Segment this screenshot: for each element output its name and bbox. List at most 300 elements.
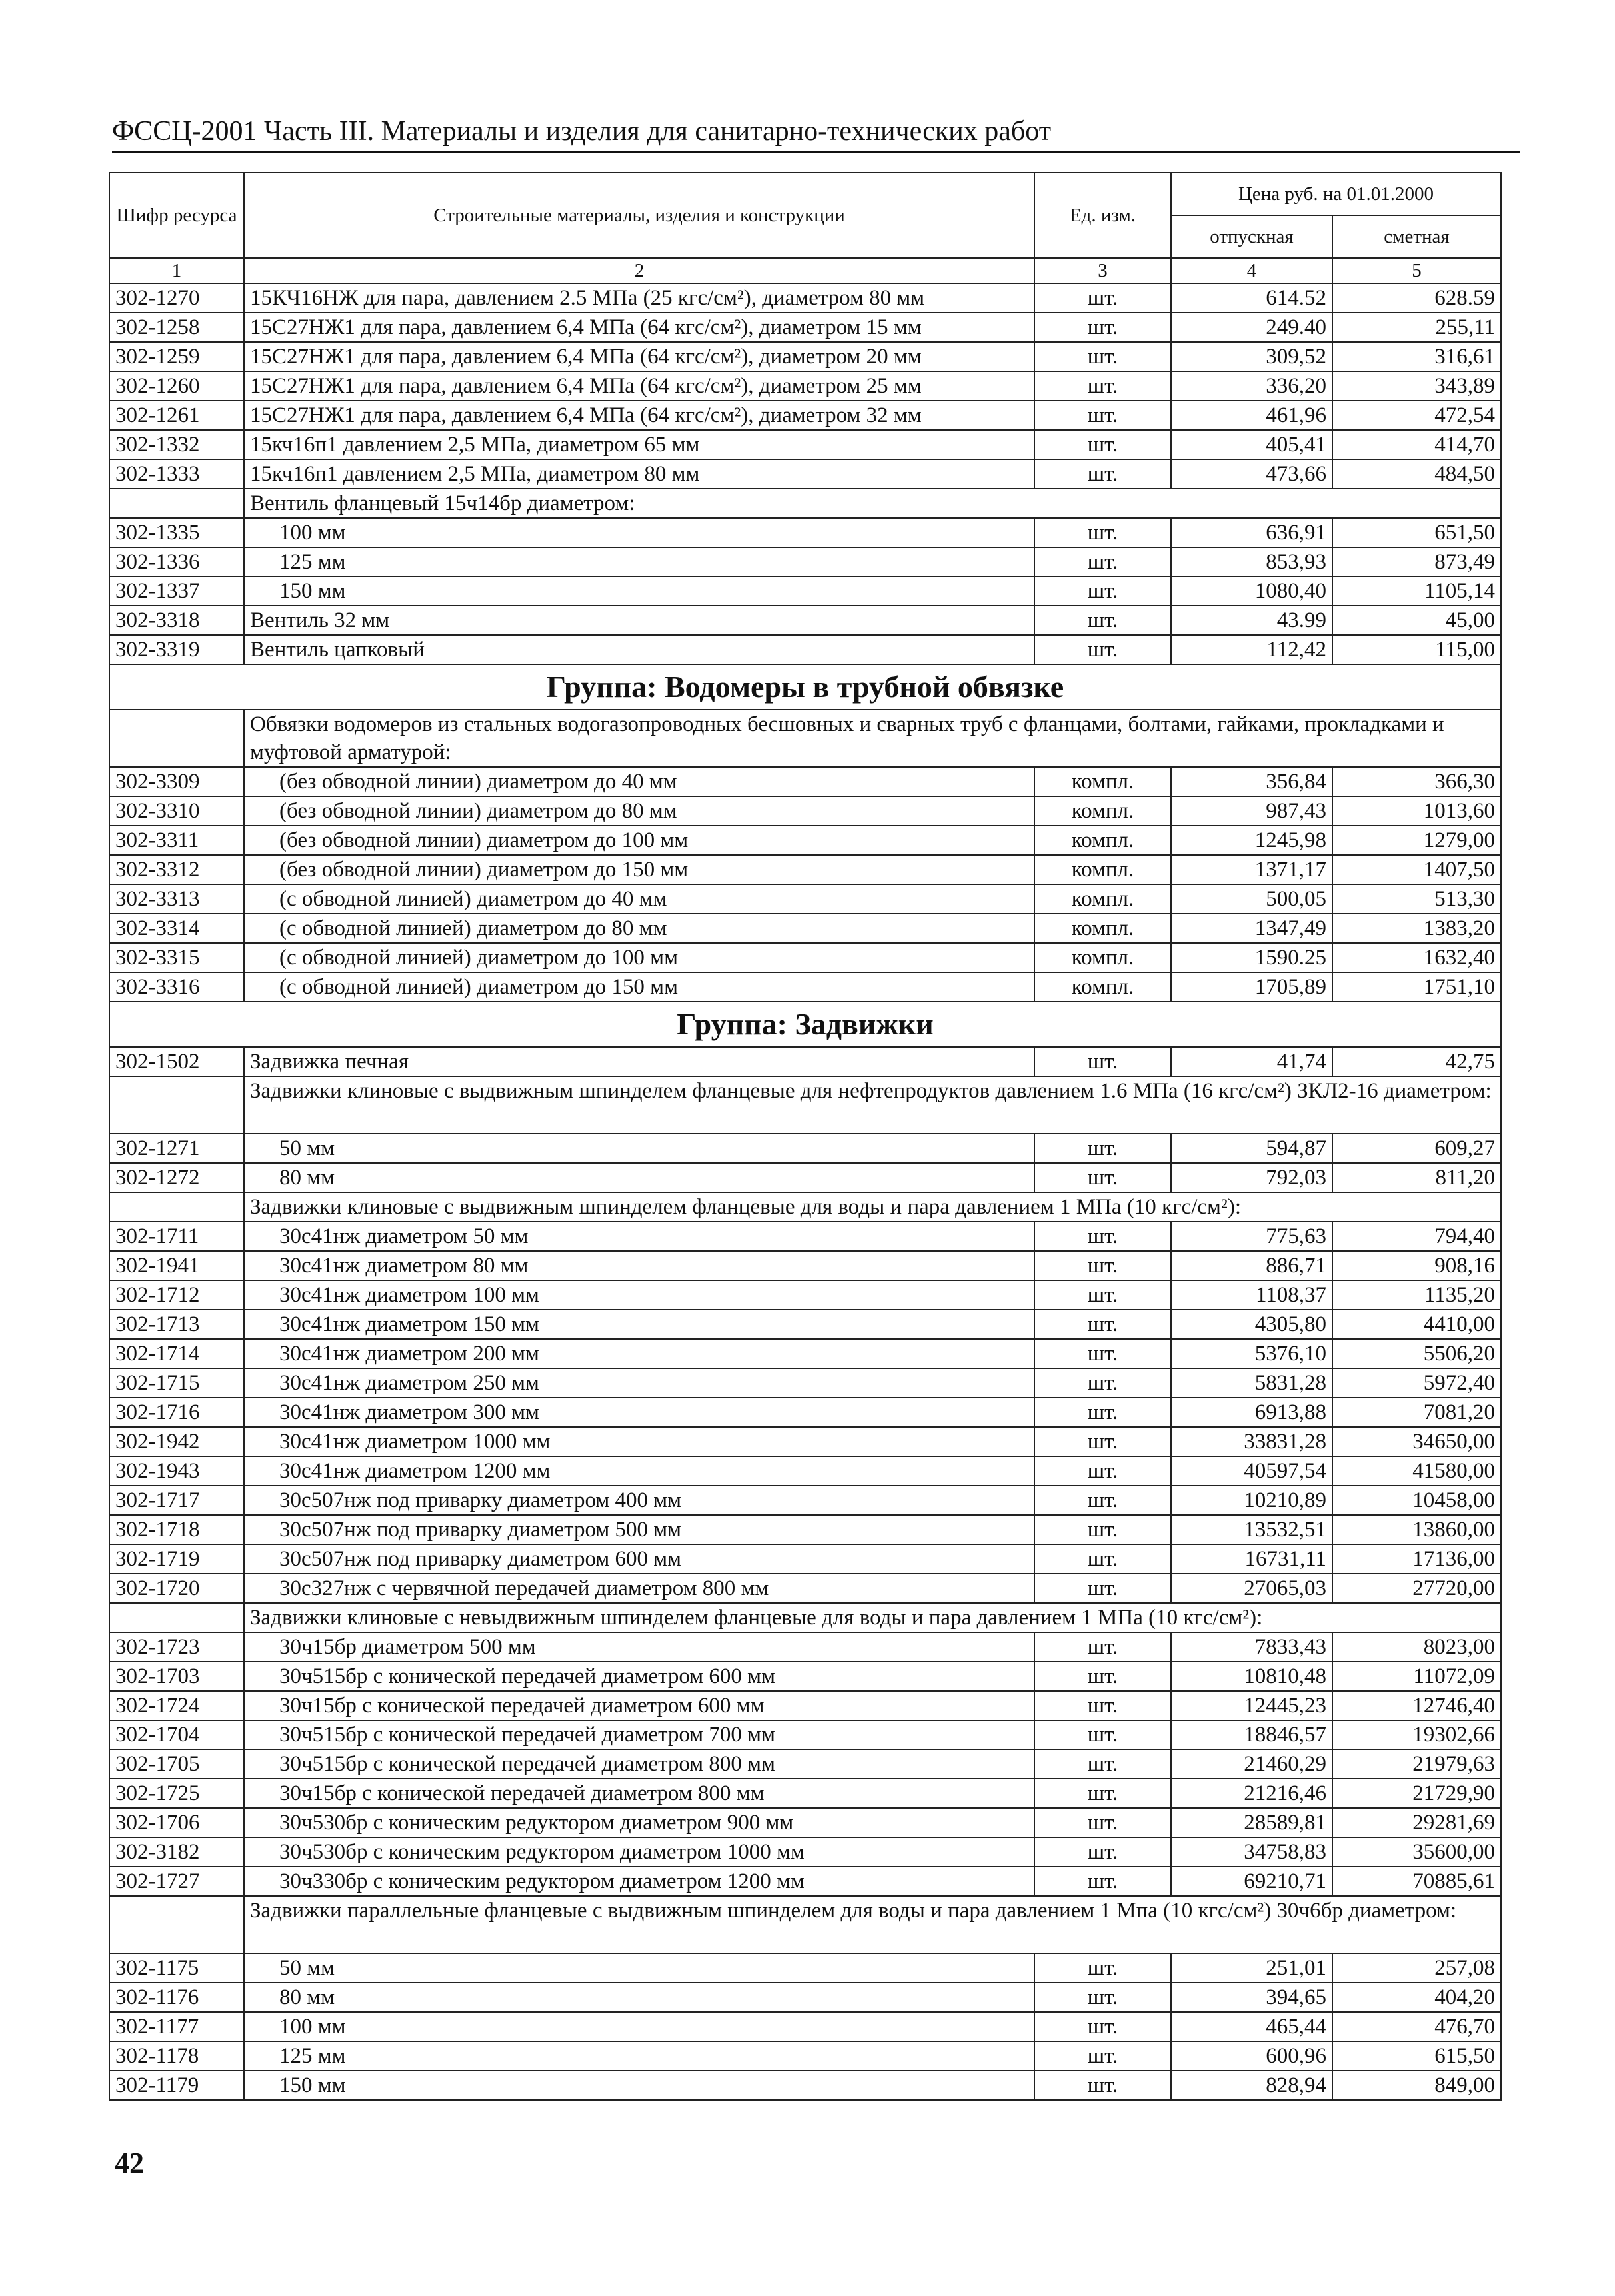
resource-code: 302-1332 xyxy=(109,430,244,459)
item-name: 125 мм xyxy=(244,2041,1034,2071)
subheading-row xyxy=(109,489,1501,518)
item-unit: шт. xyxy=(1034,1310,1171,1339)
estimate-price: 873,49 xyxy=(1332,547,1501,576)
subheading: Задвижки клиновые с выдвижным шпинделем фланцевые для воды и пара давлением 1 МПа (10 кгс/см²): xyxy=(244,1192,1501,1222)
item-name: Вентиль цапковый xyxy=(244,635,1034,664)
item-name: 15С27НЖ1 для пара, давлением 6,4 МПа (64 кгс/см²), диаметром 32 мм xyxy=(244,401,1034,430)
table-row xyxy=(109,1163,1501,1192)
column-number: 3 xyxy=(1034,258,1171,283)
estimate-price: 41580,00 xyxy=(1332,1456,1501,1486)
estimate-price: 849,00 xyxy=(1332,2071,1501,2100)
item-name: 30ч515бр с конической передачей диаметром 600 мм xyxy=(244,1662,1034,1691)
subheading-row xyxy=(109,1896,1501,1953)
header-estimate-price: сметная xyxy=(1332,215,1501,258)
release-price: 1590.25 xyxy=(1171,943,1332,972)
empty-code-cell xyxy=(109,1192,244,1222)
item-unit: шт. xyxy=(1034,1779,1171,1808)
release-price: 309,52 xyxy=(1171,342,1332,371)
estimate-price: 70885,61 xyxy=(1332,1867,1501,1896)
table-row xyxy=(109,1310,1501,1339)
table-row xyxy=(109,1456,1501,1486)
table-row xyxy=(109,1222,1501,1251)
resource-code: 302-1717 xyxy=(109,1486,244,1515)
estimate-price: 794,40 xyxy=(1332,1222,1501,1251)
table-row xyxy=(109,1339,1501,1368)
release-price: 336,20 xyxy=(1171,371,1332,401)
release-price: 13532,51 xyxy=(1171,1515,1332,1544)
table-row xyxy=(109,1867,1501,1896)
item-unit: шт. xyxy=(1034,1222,1171,1251)
table-row xyxy=(109,2041,1501,2071)
resource-code: 302-1333 xyxy=(109,459,244,489)
group-heading: Группа: Водомеры в трубной обвязке xyxy=(109,664,1501,710)
table-row xyxy=(109,401,1501,430)
estimate-price: 21979,63 xyxy=(1332,1749,1501,1779)
item-unit: шт. xyxy=(1034,1280,1171,1310)
subheading-row xyxy=(109,1076,1501,1134)
item-name: 30ч530бр с коническим редуктором диаметром 900 мм xyxy=(244,1808,1034,1837)
release-price: 594,87 xyxy=(1171,1134,1332,1163)
resource-code: 302-1272 xyxy=(109,1163,244,1192)
item-unit: шт. xyxy=(1034,1632,1171,1662)
release-price: 1705,89 xyxy=(1171,972,1332,1002)
item-unit: шт. xyxy=(1034,1163,1171,1192)
resource-code: 302-3318 xyxy=(109,606,244,635)
estimate-price: 4410,00 xyxy=(1332,1310,1501,1339)
table-row xyxy=(109,518,1501,547)
resource-code: 302-1178 xyxy=(109,2041,244,2071)
item-name: 30с41нж диаметром 150 мм xyxy=(244,1310,1034,1339)
resource-code: 302-1716 xyxy=(109,1398,244,1427)
estimate-price: 476,70 xyxy=(1332,2012,1501,2041)
resource-code: 302-1943 xyxy=(109,1456,244,1486)
estimate-price: 19302,66 xyxy=(1332,1720,1501,1749)
release-price: 69210,71 xyxy=(1171,1867,1332,1896)
table-row xyxy=(109,2071,1501,2100)
item-unit: компл. xyxy=(1034,884,1171,914)
estimate-price: 343,89 xyxy=(1332,371,1501,401)
item-unit: шт. xyxy=(1034,1720,1171,1749)
price-table xyxy=(109,172,1502,2101)
table-row xyxy=(109,1515,1501,1544)
estimate-price: 17136,00 xyxy=(1332,1544,1501,1574)
column-number: 1 xyxy=(109,258,244,283)
table-row xyxy=(109,1544,1501,1574)
release-price: 356,84 xyxy=(1171,767,1332,796)
item-unit: шт. xyxy=(1034,342,1171,371)
table-row xyxy=(109,1251,1501,1280)
item-name: 30с41нж диаметром 200 мм xyxy=(244,1339,1034,1368)
resource-code: 302-3309 xyxy=(109,767,244,796)
item-unit: шт. xyxy=(1034,1427,1171,1456)
table-row xyxy=(109,283,1501,313)
release-price: 853,93 xyxy=(1171,547,1332,576)
estimate-price: 1751,10 xyxy=(1332,972,1501,1002)
resource-code: 302-1336 xyxy=(109,547,244,576)
table-body xyxy=(109,283,1501,2100)
item-name: 15КЧ16НЖ для пара, давлением 2.5 МПа (25 кгс/см²), диаметром 80 мм xyxy=(244,283,1034,313)
item-unit: шт. xyxy=(1034,2041,1171,2071)
empty-code-cell xyxy=(109,710,244,767)
estimate-price: 10458,00 xyxy=(1332,1486,1501,1515)
resource-code: 302-1259 xyxy=(109,342,244,371)
table-row xyxy=(109,1779,1501,1808)
resource-code: 302-1337 xyxy=(109,576,244,606)
release-price: 1080,40 xyxy=(1171,576,1332,606)
resource-code: 302-1175 xyxy=(109,1953,244,1983)
resource-code: 302-1705 xyxy=(109,1749,244,1779)
column-number: 4 xyxy=(1171,258,1332,283)
item-name: 30ч330бр с коническим редуктором диаметром 1200 мм xyxy=(244,1867,1034,1896)
item-unit: компл. xyxy=(1034,826,1171,855)
item-unit: компл. xyxy=(1034,914,1171,943)
release-price: 249.40 xyxy=(1171,313,1332,342)
resource-code: 302-1261 xyxy=(109,401,244,430)
estimate-price: 5506,20 xyxy=(1332,1339,1501,1368)
resource-code: 302-3315 xyxy=(109,943,244,972)
item-name: 30ч515бр с конической передачей диаметром 800 мм xyxy=(244,1749,1034,1779)
item-unit: компл. xyxy=(1034,855,1171,884)
release-price: 21216,46 xyxy=(1171,1779,1332,1808)
estimate-price: 1407,50 xyxy=(1332,855,1501,884)
page-header: ФССЦ-2001 Часть III. Материалы и изделия для санитарно-технических работ xyxy=(112,113,1520,153)
empty-code-cell xyxy=(109,1896,244,1953)
item-unit: шт. xyxy=(1034,1486,1171,1515)
release-price: 16731,11 xyxy=(1171,1544,1332,1574)
item-unit: шт. xyxy=(1034,1398,1171,1427)
resource-code: 302-1177 xyxy=(109,2012,244,2041)
item-unit: шт. xyxy=(1034,606,1171,635)
resource-code: 302-1713 xyxy=(109,1310,244,1339)
item-unit: шт. xyxy=(1034,1134,1171,1163)
release-price: 34758,83 xyxy=(1171,1837,1332,1867)
estimate-price: 1135,20 xyxy=(1332,1280,1501,1310)
release-price: 10810,48 xyxy=(1171,1662,1332,1691)
item-name: 80 мм xyxy=(244,1983,1034,2012)
release-price: 7833,43 xyxy=(1171,1632,1332,1662)
release-price: 405,41 xyxy=(1171,430,1332,459)
table-row xyxy=(109,972,1501,1002)
table-row xyxy=(109,914,1501,943)
item-unit: шт. xyxy=(1034,1662,1171,1691)
release-price: 5831,28 xyxy=(1171,1368,1332,1398)
estimate-price: 908,16 xyxy=(1332,1251,1501,1280)
estimate-price: 5972,40 xyxy=(1332,1368,1501,1398)
header-name: Строительные материалы, изделия и конструкции xyxy=(244,173,1034,258)
item-name: 100 мм xyxy=(244,2012,1034,2041)
table-row xyxy=(109,547,1501,576)
release-price: 21460,29 xyxy=(1171,1749,1332,1779)
table-row xyxy=(109,1983,1501,2012)
item-name: Задвижка печная xyxy=(244,1047,1034,1076)
table-row xyxy=(109,1486,1501,1515)
table-row xyxy=(109,1368,1501,1398)
item-name: (с обводной линией) диаметром до 40 мм xyxy=(244,884,1034,914)
item-name: 30с507нж под приварку диаметром 400 мм xyxy=(244,1486,1034,1515)
release-price: 600,96 xyxy=(1171,2041,1332,2071)
column-number: 2 xyxy=(244,258,1034,283)
release-price: 6913,88 xyxy=(1171,1398,1332,1427)
group-heading-row xyxy=(109,664,1501,710)
table-row xyxy=(109,342,1501,371)
release-price: 461,96 xyxy=(1171,401,1332,430)
item-unit: шт. xyxy=(1034,1808,1171,1837)
item-name: 30с41нж диаметром 250 мм xyxy=(244,1368,1034,1398)
table-row xyxy=(109,313,1501,342)
item-unit: шт. xyxy=(1034,371,1171,401)
item-unit: шт. xyxy=(1034,1515,1171,1544)
release-price: 1245,98 xyxy=(1171,826,1332,855)
table-row xyxy=(109,2012,1501,2041)
item-unit: шт. xyxy=(1034,1544,1171,1574)
release-price: 775,63 xyxy=(1171,1222,1332,1251)
resource-code: 302-3312 xyxy=(109,855,244,884)
release-price: 10210,89 xyxy=(1171,1486,1332,1515)
subheading-row xyxy=(109,710,1501,767)
column-number: 5 xyxy=(1332,258,1501,283)
release-price: 473,66 xyxy=(1171,459,1332,489)
table-row xyxy=(109,767,1501,796)
table-row xyxy=(109,1953,1501,1983)
release-price: 28589,81 xyxy=(1171,1808,1332,1837)
estimate-price: 115,00 xyxy=(1332,635,1501,664)
table-row xyxy=(109,1427,1501,1456)
table-row xyxy=(109,576,1501,606)
resource-code: 302-1941 xyxy=(109,1251,244,1280)
resource-code: 302-1715 xyxy=(109,1368,244,1398)
item-name: 125 мм xyxy=(244,547,1034,576)
estimate-price: 404,20 xyxy=(1332,1983,1501,2012)
release-price: 792,03 xyxy=(1171,1163,1332,1192)
estimate-price: 615,50 xyxy=(1332,2041,1501,2071)
estimate-price: 255,11 xyxy=(1332,313,1501,342)
release-price: 12445,23 xyxy=(1171,1691,1332,1720)
resource-code: 302-3182 xyxy=(109,1837,244,1867)
estimate-price: 414,70 xyxy=(1332,430,1501,459)
item-name: (без обводной линии) диаметром до 40 мм xyxy=(244,767,1034,796)
resource-code: 302-1270 xyxy=(109,283,244,313)
group-heading: Группа: Задвижки xyxy=(109,1002,1501,1047)
item-name: (с обводной линией) диаметром до 150 мм xyxy=(244,972,1034,1002)
resource-code: 302-1711 xyxy=(109,1222,244,1251)
item-unit: шт. xyxy=(1034,2012,1171,2041)
estimate-price: 628.59 xyxy=(1332,283,1501,313)
release-price: 394,65 xyxy=(1171,1983,1332,2012)
item-name: (с обводной линией) диаметром до 80 мм xyxy=(244,914,1034,943)
empty-code-cell xyxy=(109,1603,244,1632)
estimate-price: 7081,20 xyxy=(1332,1398,1501,1427)
item-name: 50 мм xyxy=(244,1953,1034,1983)
estimate-price: 1105,14 xyxy=(1332,576,1501,606)
table-row xyxy=(109,1837,1501,1867)
item-name: (без обводной линии) диаметром до 100 мм xyxy=(244,826,1034,855)
estimate-price: 1013,60 xyxy=(1332,796,1501,826)
resource-code: 302-1727 xyxy=(109,1867,244,1896)
item-name: 150 мм xyxy=(244,2071,1034,2100)
resource-code: 302-3314 xyxy=(109,914,244,943)
resource-code: 302-1703 xyxy=(109,1662,244,1691)
release-price: 828,94 xyxy=(1171,2071,1332,2100)
release-price: 18846,57 xyxy=(1171,1720,1332,1749)
subheading: Вентиль фланцевый 15ч14бр диаметром: xyxy=(244,489,1501,518)
resource-code: 302-1718 xyxy=(109,1515,244,1544)
resource-code: 302-1719 xyxy=(109,1544,244,1574)
resource-code: 302-3310 xyxy=(109,796,244,826)
item-unit: шт. xyxy=(1034,576,1171,606)
item-name: 30ч15бр с конической передачей диаметром 800 мм xyxy=(244,1779,1034,1808)
table-row xyxy=(109,459,1501,489)
resource-code: 302-1724 xyxy=(109,1691,244,1720)
item-unit: шт. xyxy=(1034,547,1171,576)
resource-code: 302-1942 xyxy=(109,1427,244,1456)
estimate-price: 35600,00 xyxy=(1332,1837,1501,1867)
item-name: 30ч515бр с конической передачей диаметром 700 мм xyxy=(244,1720,1034,1749)
item-name: 15С27НЖ1 для пара, давлением 6,4 МПа (64 кгс/см²), диаметром 15 мм xyxy=(244,313,1034,342)
item-unit: шт. xyxy=(1034,2071,1171,2100)
estimate-price: 366,30 xyxy=(1332,767,1501,796)
item-name: 150 мм xyxy=(244,576,1034,606)
item-name: 30ч15бр диаметром 500 мм xyxy=(244,1632,1034,1662)
item-unit: шт. xyxy=(1034,1983,1171,2012)
group-heading-row xyxy=(109,1002,1501,1047)
item-name: 30с41нж диаметром 1200 мм xyxy=(244,1456,1034,1486)
resource-code: 302-1258 xyxy=(109,313,244,342)
estimate-price: 811,20 xyxy=(1332,1163,1501,1192)
item-name: 30ч530бр с коническим редуктором диаметром 1000 мм xyxy=(244,1837,1034,1867)
table-row xyxy=(109,826,1501,855)
estimate-price: 42,75 xyxy=(1332,1047,1501,1076)
page-number: 42 xyxy=(115,2147,144,2179)
item-unit: шт. xyxy=(1034,1749,1171,1779)
table-row xyxy=(109,943,1501,972)
estimate-price: 13860,00 xyxy=(1332,1515,1501,1544)
estimate-price: 609,27 xyxy=(1332,1134,1501,1163)
resource-code: 302-1720 xyxy=(109,1574,244,1603)
resource-code: 302-3313 xyxy=(109,884,244,914)
item-name: 30с41нж диаметром 80 мм xyxy=(244,1251,1034,1280)
resource-code: 302-3311 xyxy=(109,826,244,855)
item-name: 30с41нж диаметром 100 мм xyxy=(244,1280,1034,1310)
header-release-price: отпускная xyxy=(1171,215,1332,258)
item-name: 30с507нж под приварку диаметром 600 мм xyxy=(244,1544,1034,1574)
table-row xyxy=(109,855,1501,884)
release-price: 33831,28 xyxy=(1171,1427,1332,1456)
estimate-price: 513,30 xyxy=(1332,884,1501,914)
estimate-price: 29281,69 xyxy=(1332,1808,1501,1837)
estimate-price: 8023,00 xyxy=(1332,1632,1501,1662)
estimate-price: 45,00 xyxy=(1332,606,1501,635)
subheading-row xyxy=(109,1603,1501,1632)
item-unit: шт. xyxy=(1034,430,1171,459)
release-price: 5376,10 xyxy=(1171,1339,1332,1368)
item-unit: шт. xyxy=(1034,1837,1171,1867)
release-price: 465,44 xyxy=(1171,2012,1332,2041)
resource-code: 302-1260 xyxy=(109,371,244,401)
table-row xyxy=(109,1662,1501,1691)
table-row xyxy=(109,1280,1501,1310)
resource-code: 302-3319 xyxy=(109,635,244,664)
estimate-price: 1383,20 xyxy=(1332,914,1501,943)
subheading-row xyxy=(109,1192,1501,1222)
release-price: 886,71 xyxy=(1171,1251,1332,1280)
estimate-price: 11072,09 xyxy=(1332,1662,1501,1691)
header-unit: Ед. изм. xyxy=(1034,173,1171,258)
estimate-price: 257,08 xyxy=(1332,1953,1501,1983)
item-unit: компл. xyxy=(1034,972,1171,1002)
item-unit: шт. xyxy=(1034,1339,1171,1368)
estimate-price: 34650,00 xyxy=(1332,1427,1501,1456)
table-row xyxy=(109,1047,1501,1076)
release-price: 1371,17 xyxy=(1171,855,1332,884)
estimate-price: 316,61 xyxy=(1332,342,1501,371)
release-price: 500,05 xyxy=(1171,884,1332,914)
item-name: 15С27НЖ1 для пара, давлением 6,4 МПа (64 кгс/см²), диаметром 20 мм xyxy=(244,342,1034,371)
item-name: 15кч16п1 давлением 2,5 МПа, диаметром 80 мм xyxy=(244,459,1034,489)
item-unit: шт. xyxy=(1034,1047,1171,1076)
estimate-price: 484,50 xyxy=(1332,459,1501,489)
item-unit: шт. xyxy=(1034,1691,1171,1720)
item-unit: шт. xyxy=(1034,283,1171,313)
header-code: Шифр ресурса xyxy=(109,173,244,258)
release-price: 40597,54 xyxy=(1171,1456,1332,1486)
table-row xyxy=(109,1574,1501,1603)
estimate-price: 472,54 xyxy=(1332,401,1501,430)
table-row xyxy=(109,635,1501,664)
item-name: (с обводной линией) диаметром до 100 мм xyxy=(244,943,1034,972)
table-row xyxy=(109,884,1501,914)
table-row xyxy=(109,1691,1501,1720)
item-unit: шт. xyxy=(1034,1953,1171,1983)
resource-code: 302-3316 xyxy=(109,972,244,1002)
release-price: 987,43 xyxy=(1171,796,1332,826)
item-unit: компл. xyxy=(1034,796,1171,826)
table-row xyxy=(109,1720,1501,1749)
item-unit: шт. xyxy=(1034,635,1171,664)
release-price: 1108,37 xyxy=(1171,1280,1332,1310)
item-name: Вентиль 32 мм xyxy=(244,606,1034,635)
item-name: 30с507нж под приварку диаметром 500 мм xyxy=(244,1515,1034,1544)
release-price: 1347,49 xyxy=(1171,914,1332,943)
item-name: 30с41нж диаметром 50 мм xyxy=(244,1222,1034,1251)
resource-code: 302-1714 xyxy=(109,1339,244,1368)
table-row xyxy=(109,796,1501,826)
resource-code: 302-1725 xyxy=(109,1779,244,1808)
item-unit: шт. xyxy=(1034,1574,1171,1603)
release-price: 27065,03 xyxy=(1171,1574,1332,1603)
item-unit: шт. xyxy=(1034,401,1171,430)
release-price: 251,01 xyxy=(1171,1953,1332,1983)
estimate-price: 12746,40 xyxy=(1332,1691,1501,1720)
item-name: 50 мм xyxy=(244,1134,1034,1163)
table-row xyxy=(109,371,1501,401)
table-row xyxy=(109,1808,1501,1837)
resource-code: 302-1712 xyxy=(109,1280,244,1310)
item-name: (без обводной линии) диаметром до 80 мм xyxy=(244,796,1034,826)
resource-code: 302-1502 xyxy=(109,1047,244,1076)
release-price: 43.99 xyxy=(1171,606,1332,635)
item-name: 30с41нж диаметром 1000 мм xyxy=(244,1427,1034,1456)
release-price: 41,74 xyxy=(1171,1047,1332,1076)
subheading: Задвижки клиновые с выдвижным шпинделем фланцевые для нефтепродуктов давлением 1.6 МПа (16 кгс/см²) ЗКЛ2-16 диаметром: xyxy=(244,1076,1501,1134)
subheading: Задвижки клиновые с невыдвижным шпинделем фланцевые для воды и пара давлением 1 МПа (10 кгс/см²): xyxy=(244,1603,1501,1632)
resource-code: 302-1704 xyxy=(109,1720,244,1749)
item-unit: компл. xyxy=(1034,943,1171,972)
estimate-price: 27720,00 xyxy=(1332,1574,1501,1603)
resource-code: 302-1179 xyxy=(109,2071,244,2100)
estimate-price: 651,50 xyxy=(1332,518,1501,547)
estimate-price: 1632,40 xyxy=(1332,943,1501,972)
release-price: 4305,80 xyxy=(1171,1310,1332,1339)
